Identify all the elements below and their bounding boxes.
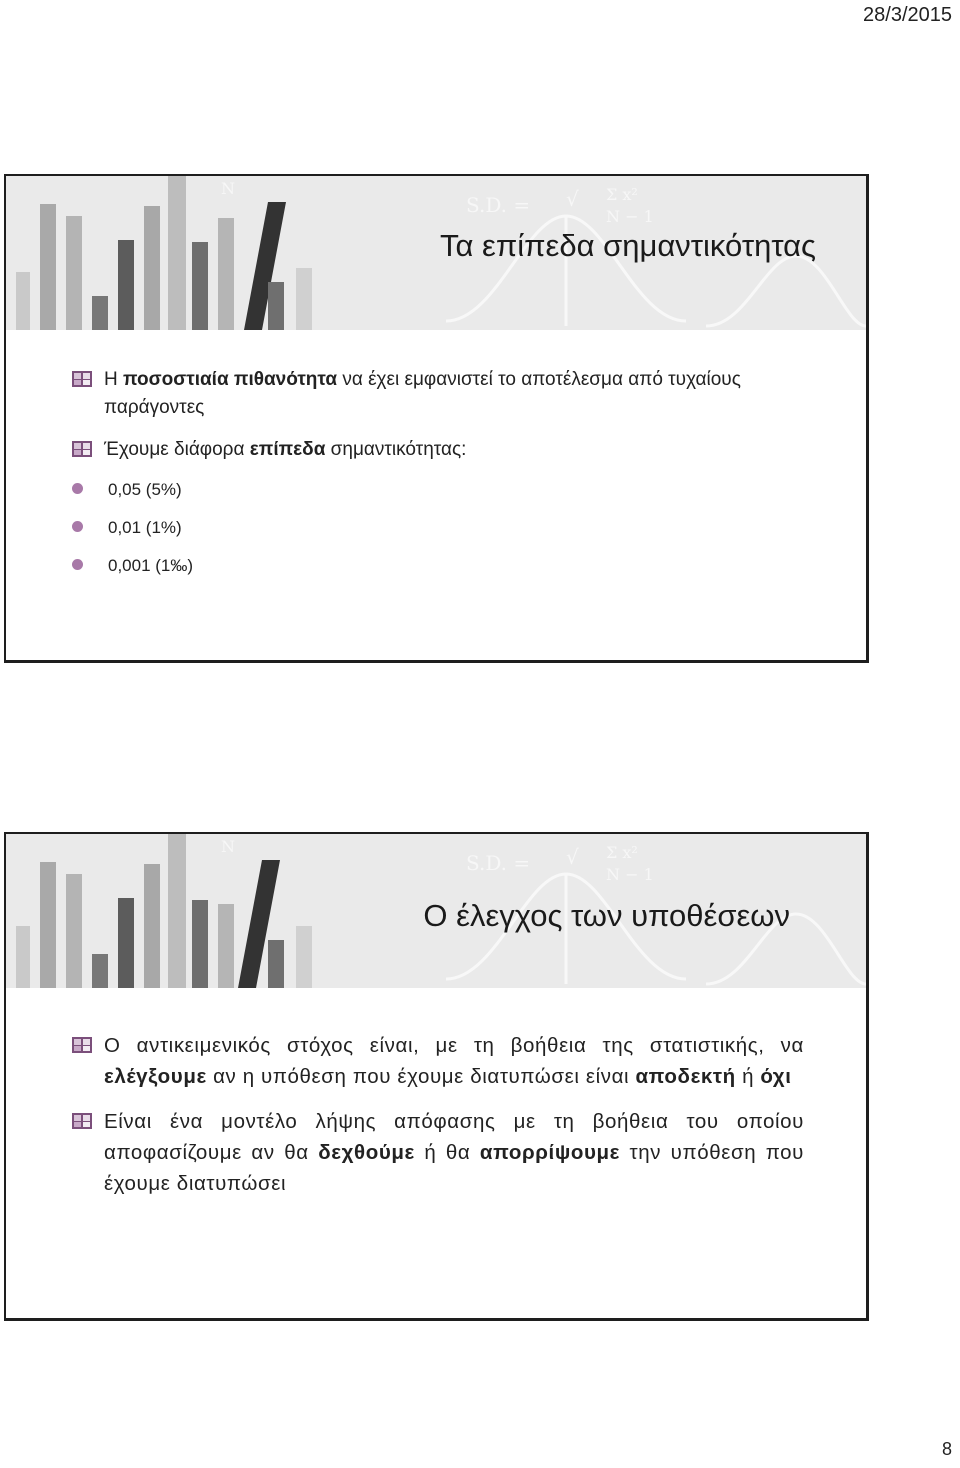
svg-text:S.D. =: S.D. = bbox=[466, 851, 531, 875]
svg-text:N: N bbox=[221, 179, 235, 198]
text-span: Έχουμε διάφορα bbox=[104, 439, 250, 460]
svg-text:N − 1: N − 1 bbox=[606, 865, 654, 884]
text-span: την υπόθεση που έχουμε διατυπώσει bbox=[104, 1141, 804, 1195]
bold-term: απορρίψουμε bbox=[479, 1141, 621, 1164]
text-span: αν η υπόθεση που έχουμε διατυπώσει είναι bbox=[206, 1065, 636, 1088]
text-span: σημαντικότητας: bbox=[325, 439, 467, 460]
svg-text:√: √ bbox=[566, 187, 579, 211]
list-item bbox=[72, 1030, 804, 1092]
bold-term: επίπεδα bbox=[249, 439, 326, 460]
text-span: ή bbox=[735, 1065, 761, 1088]
slide-content bbox=[72, 366, 806, 592]
bold-term: δεχθούμε bbox=[318, 1141, 415, 1164]
svg-text:N − 1: N − 1 bbox=[606, 207, 654, 226]
sub-list-item bbox=[72, 478, 806, 502]
level-value: 0,01 (1%) bbox=[108, 518, 182, 537]
square-bullet-icon bbox=[72, 1037, 92, 1053]
slide-banner bbox=[6, 834, 866, 988]
text-span: Ο αντικειμενικός στόχος είναι, με τη βοήθεια της στατιστικής, να bbox=[104, 1034, 804, 1057]
slide-title: Ο έλεγχος των υποθέσεων bbox=[423, 898, 790, 933]
slide-hypothesis-testing bbox=[4, 832, 869, 1321]
list-item bbox=[72, 366, 806, 422]
text-span: Η bbox=[104, 369, 123, 390]
svg-text:Σ x²: Σ x² bbox=[606, 843, 638, 862]
sub-list-item bbox=[72, 516, 806, 540]
square-bullet-icon bbox=[72, 371, 92, 387]
round-bullet-icon bbox=[72, 521, 83, 532]
square-bullet-icon bbox=[72, 1113, 92, 1129]
bold-term: ποσοστιαία πιθανότητα bbox=[123, 369, 338, 390]
round-bullet-icon bbox=[72, 559, 83, 570]
slide-title: Τα επίπεδα σημαντικότητας bbox=[439, 228, 816, 263]
text-span: να έχει εμφανιστεί το αποτέλεσμα από τυχαίους παράγοντες bbox=[104, 369, 741, 418]
svg-text:S.D. =: S.D. = bbox=[466, 193, 531, 217]
page-number: 8 bbox=[941, 1439, 952, 1459]
list-item bbox=[72, 436, 806, 464]
sub-list-item bbox=[72, 554, 806, 578]
text-span: ή θα bbox=[414, 1141, 480, 1164]
round-bullet-icon bbox=[72, 483, 83, 494]
bold-term: όχι bbox=[760, 1065, 792, 1088]
date-header: 28/3/2015 bbox=[863, 4, 952, 26]
slide-significance-levels bbox=[4, 174, 869, 663]
text-span: Είναι ένα μοντέλο λήψης απόφασης με τη βοήθεια του οποίου αποφασίζουμε αν θα bbox=[104, 1110, 804, 1164]
bold-term: αποδεκτή bbox=[635, 1065, 736, 1088]
list-item bbox=[72, 1106, 804, 1199]
slide-content bbox=[72, 1030, 804, 1213]
square-bullet-icon bbox=[72, 441, 92, 457]
level-value: 0,001 (1‰) bbox=[108, 556, 194, 575]
svg-text:N: N bbox=[221, 837, 235, 856]
svg-text:Σ x²: Σ x² bbox=[606, 185, 638, 204]
slide-banner bbox=[6, 176, 866, 330]
level-value: 0,05 (5%) bbox=[108, 480, 182, 499]
bold-term: ελέγξουμε bbox=[104, 1065, 207, 1088]
svg-text:√: √ bbox=[566, 845, 579, 869]
